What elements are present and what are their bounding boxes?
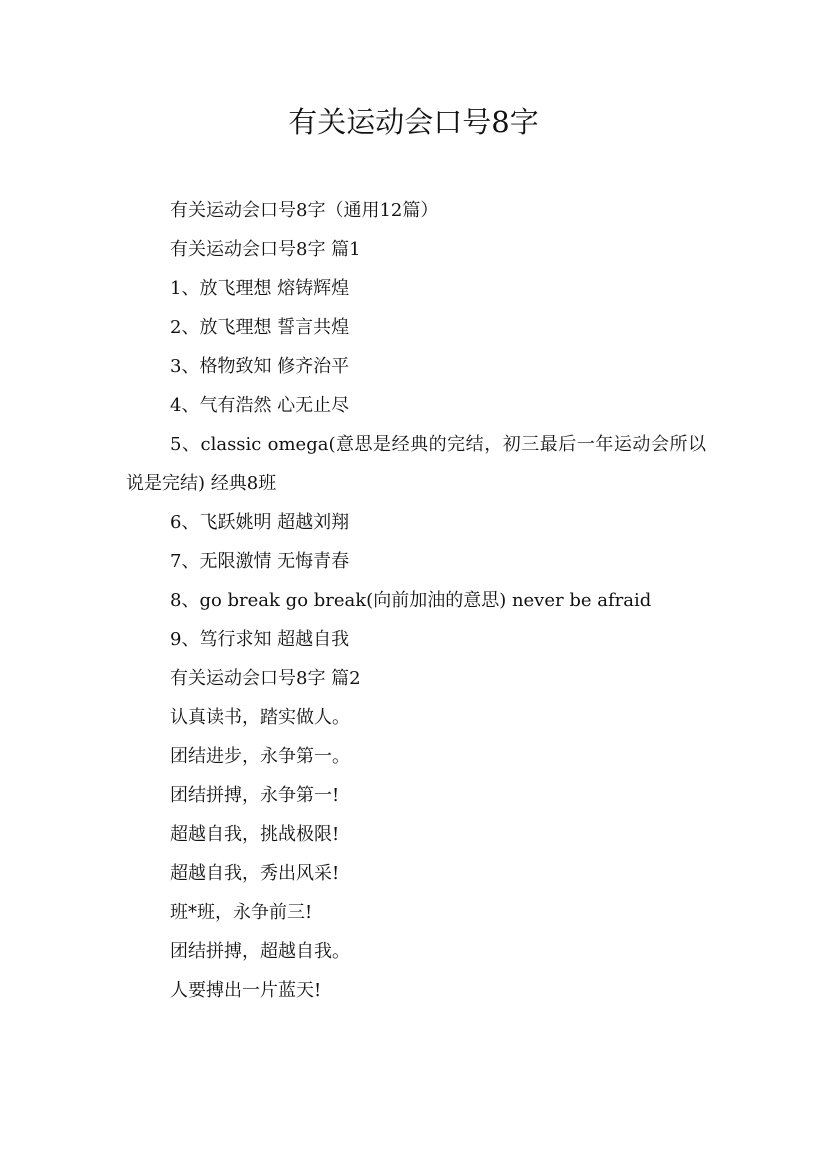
section-heading-1: 有关运动会口号8字 篇1: [170, 239, 361, 260]
slogan-item: 5、classic omega(意思是经典的完结，初三最后一年运动会所以说是完结) 经典8班: [126, 434, 706, 494]
slogan-line: 团结拼搏，超越自我。: [170, 941, 350, 962]
slogan-line: 超越自我，秀出风采!: [170, 863, 340, 884]
slogan-item: 9、笃行求知 超越自我: [170, 629, 350, 650]
slogan-line: 认真读书，踏实做人。: [170, 707, 350, 728]
slogan-line: 团结进步，永争第一。: [170, 746, 350, 767]
section-heading-2: 有关运动会口号8字 篇2: [170, 668, 361, 689]
slogan-line: 团结拼搏，永争第一!: [170, 785, 340, 806]
slogan-item: 4、气有浩然 心无止尽: [170, 395, 350, 416]
slogan-item: 7、无限激情 无悔青春: [170, 551, 350, 572]
paragraph-heading: 有关运动会口号8字（通用12篇）: [170, 200, 439, 221]
slogan-line: 人要搏出一片蓝天!: [170, 980, 322, 1001]
slogan-line: 班*班，永争前三!: [170, 902, 313, 923]
document-title: 有关运动会口号8字: [288, 105, 539, 139]
slogan-line: 超越自我，挑战极限!: [170, 824, 340, 845]
slogan-item: 3、格物致知 修齐治平: [170, 356, 350, 377]
document-body: [126, 191, 706, 1010]
slogan-item: 1、放飞理想 熔铸辉煌: [170, 278, 350, 299]
slogan-item: 8、go break go break(向前加油的意思) never be afraid: [170, 590, 652, 611]
slogan-item: 2、放飞理想 誓言共煌: [170, 317, 350, 338]
slogan-item: 6、飞跃姚明 超越刘翔: [170, 512, 350, 533]
